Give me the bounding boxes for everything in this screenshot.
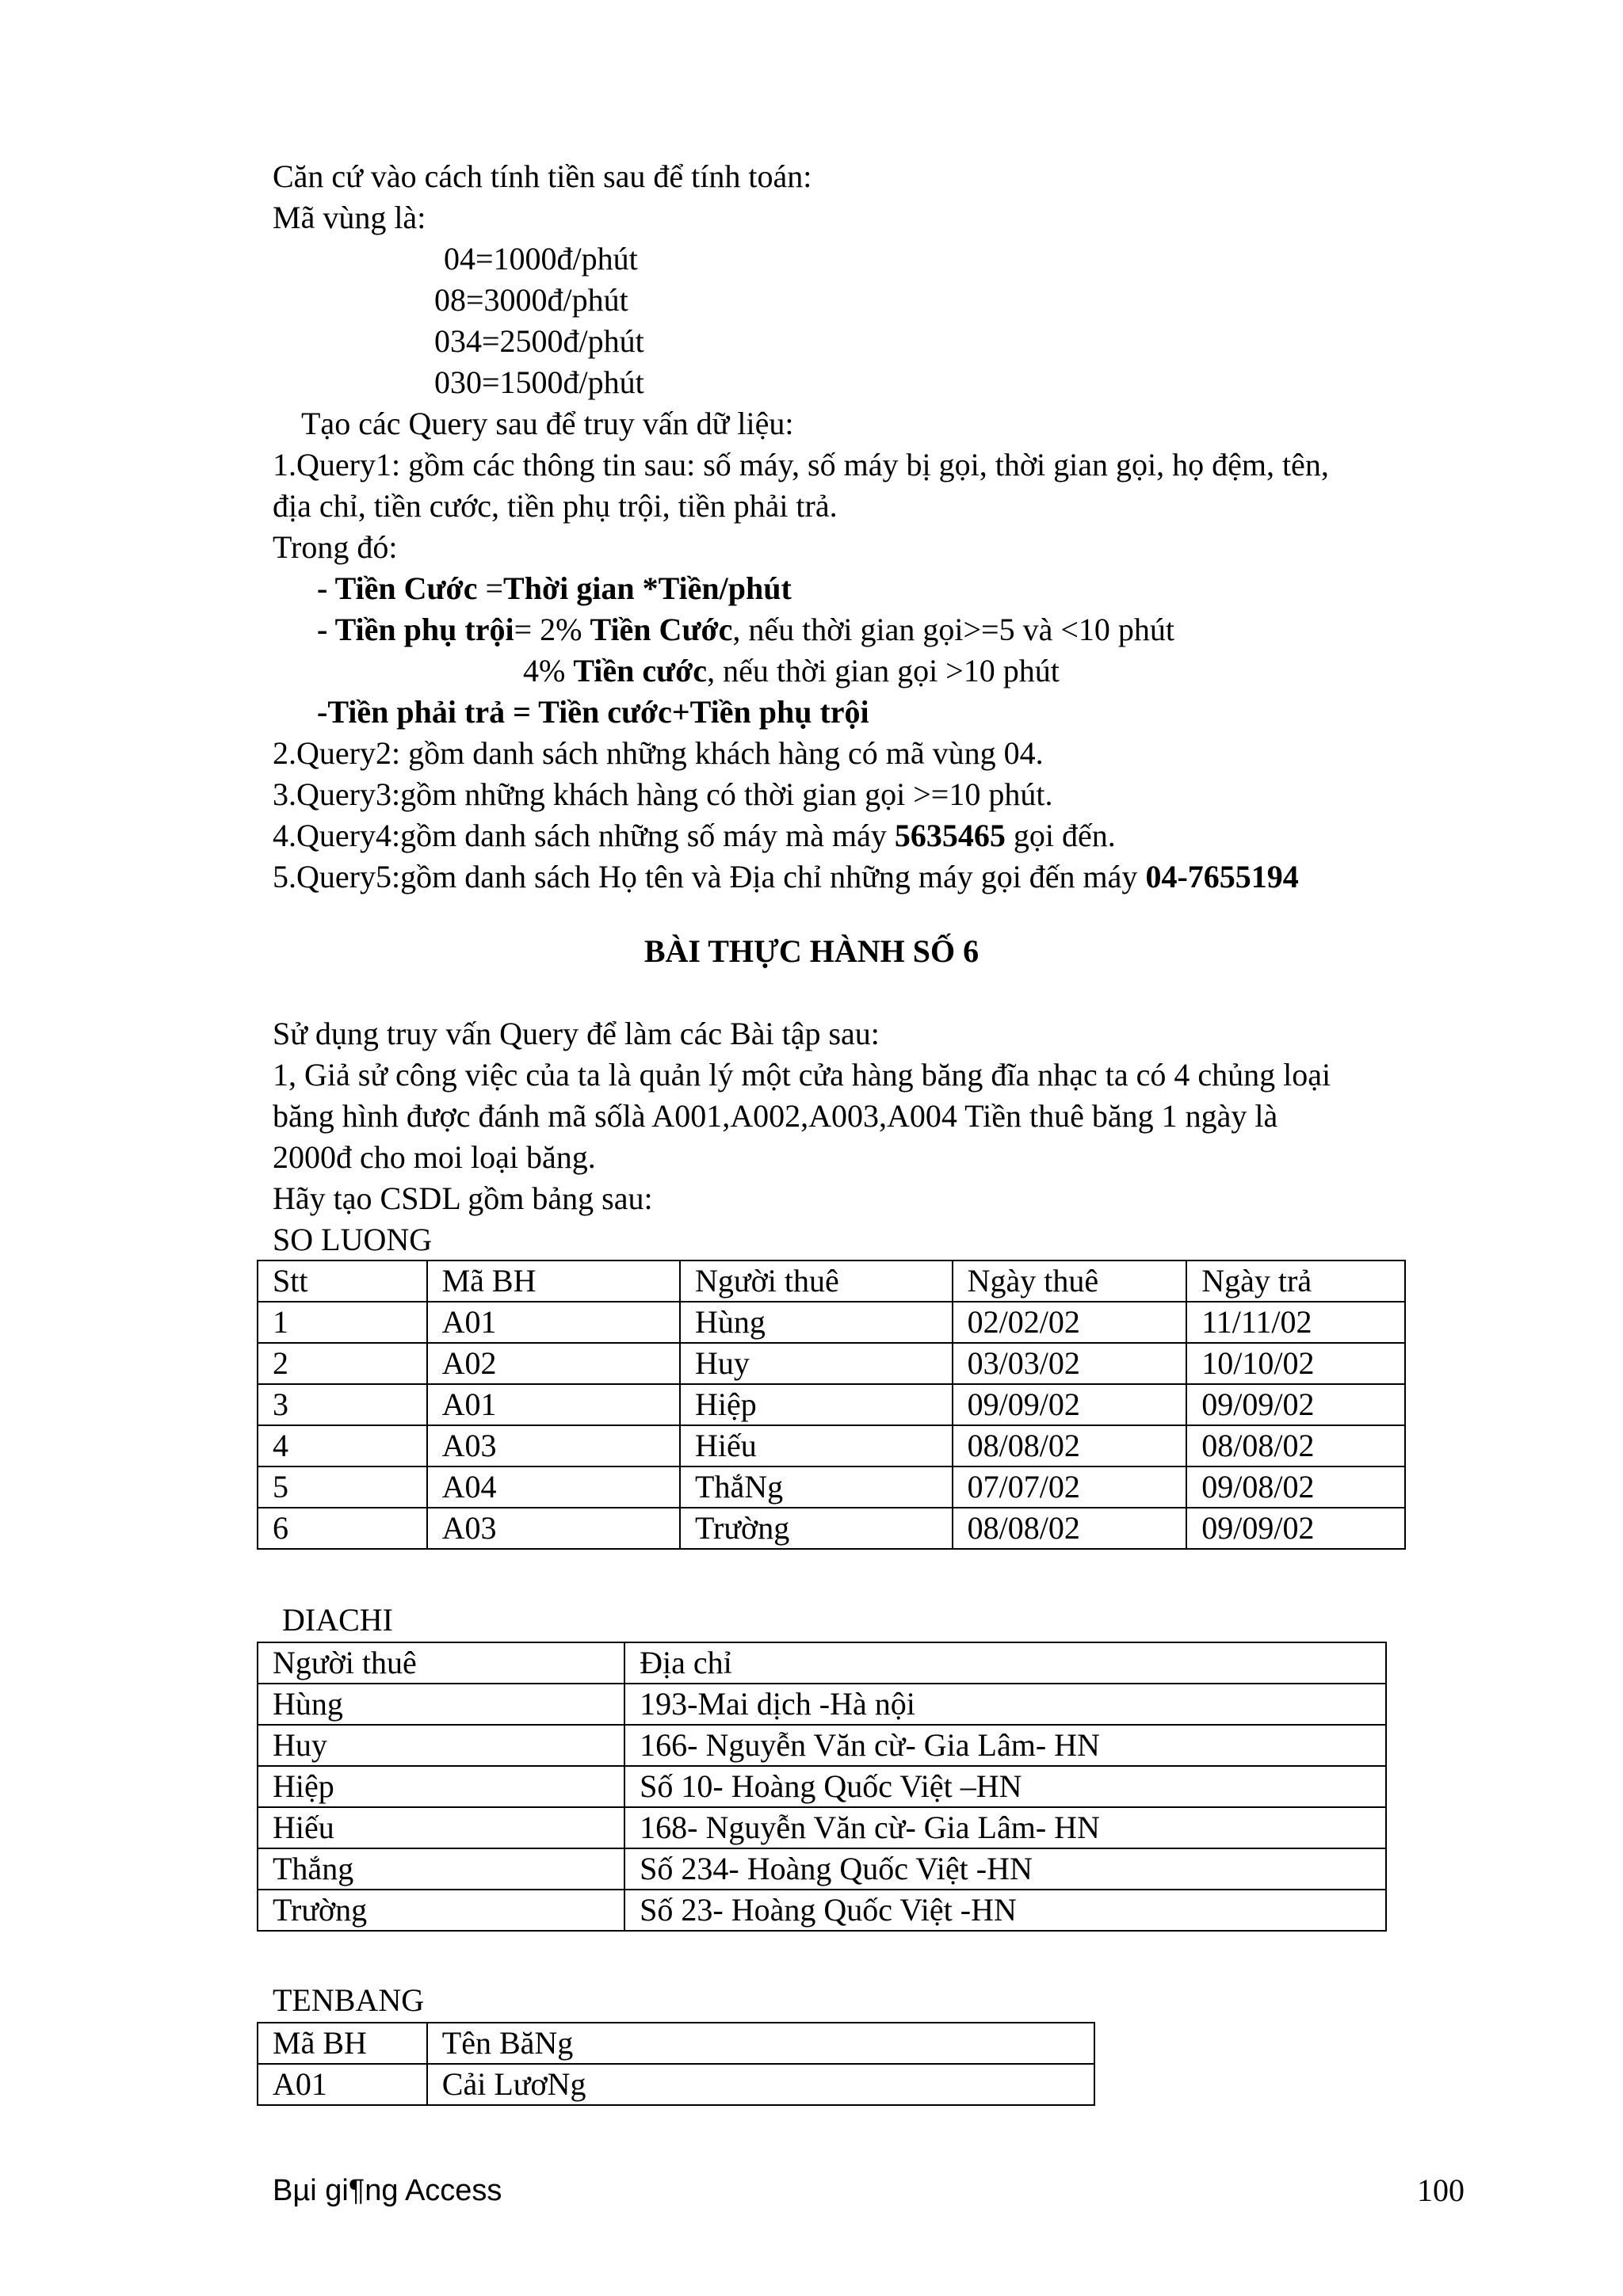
table-cell: 3 <box>258 1384 427 1425</box>
table-cell: Hiệp <box>680 1384 953 1425</box>
table-cell: 166- Nguyễn Văn cừ- Gia Lâm- HN <box>624 1725 1386 1766</box>
formula-text: , nếu thời gian gọi >10 phút <box>707 653 1060 688</box>
table-row <box>258 1384 1405 1425</box>
exercise-line: 1, Giả sử công việc của ta là quản lý một cửa hàng băng đĩa nhạc ta có 4 chủng loại <box>273 1057 1331 1093</box>
table-cell: ThắNg <box>680 1466 953 1508</box>
table-tenbang <box>257 2022 1095 2106</box>
table-cell: 193-Mai dịch -Hà nội <box>624 1684 1386 1725</box>
table-cell: Trường <box>258 1890 624 1931</box>
query2-line: 2.Query2: gồm danh sách những khách hàng có mã vùng 04. <box>273 735 1044 771</box>
formula-term: - Tiền phụ trội <box>317 612 514 647</box>
column-header: Ngày thuê <box>953 1261 1187 1302</box>
table-cell: 1 <box>258 1302 427 1343</box>
table-cell: 03/03/02 <box>953 1343 1187 1384</box>
area-code-label: Mã vùng là: <box>273 200 426 235</box>
query1-line-cont: địa chỉ, tiền cước, tiền phụ trội, tiền phải trả. <box>273 488 838 524</box>
table-cell: Số 23- Hoàng Quốc Việt -HN <box>624 1890 1386 1931</box>
table-cell: 09/08/02 <box>1186 1466 1405 1508</box>
rate-item: 030=1500đ/phút <box>434 364 644 400</box>
table-cell: 2 <box>258 1343 427 1384</box>
formula-text: 4% <box>523 653 574 688</box>
formula-term: Thời gian *Tiền/phút <box>503 570 792 606</box>
table-name-so-luong: SO LUONG <box>273 1222 433 1257</box>
exercise-line: 2000đ cho moi loại băng. <box>273 1139 596 1175</box>
table-cell: Huy <box>258 1725 624 1766</box>
table-cell: Hiếu <box>258 1807 624 1848</box>
table-cell: Cải LươNg <box>427 2064 1094 2105</box>
table-so-luong <box>257 1260 1406 1550</box>
formula-phu-troi-alt <box>523 651 1060 691</box>
query4-text: 4.Query4:gồm danh sách những số máy mà máy <box>273 818 895 853</box>
table-cell: 10/10/02 <box>1186 1343 1405 1384</box>
formula-phu-troi <box>317 610 1174 650</box>
table-row <box>258 1684 1386 1725</box>
table-row <box>258 1725 1386 1766</box>
table-cell: Hùng <box>680 1302 953 1343</box>
table-row <box>258 2064 1094 2105</box>
formula-text: , nếu thời gian gọi>=5 và <10 phút <box>732 612 1175 647</box>
table-row <box>258 1766 1386 1807</box>
table-cell: 08/08/02 <box>953 1508 1187 1549</box>
table-name-diachi: DIACHI <box>282 1602 393 1638</box>
table-cell: Huy <box>680 1343 953 1384</box>
column-header: Mã BH <box>427 1261 680 1302</box>
section-title: BÀI THỰC HÀNH SỐ 6 <box>643 933 980 969</box>
query4-line <box>273 816 1116 856</box>
table-cell: Hùng <box>258 1684 624 1725</box>
table-cell: 09/09/02 <box>1186 1384 1405 1425</box>
table-cell: 08/08/02 <box>1186 1425 1405 1466</box>
table-row <box>258 1848 1386 1890</box>
table-cell: 02/02/02 <box>953 1302 1187 1343</box>
table-cell: A03 <box>427 1508 680 1549</box>
table-cell: Thắng <box>258 1848 624 1890</box>
query5-text: 5.Query5:gồm danh sách Họ tên và Địa chỉ những máy gọi đến máy <box>273 859 1146 894</box>
exercise-line: băng hình được đánh mã sốlà A001,A002,A003,A004 Tiền thuê băng 1 ngày là <box>273 1098 1278 1134</box>
page-number: 100 <box>1417 2172 1465 2208</box>
table-cell: 11/11/02 <box>1186 1302 1405 1343</box>
formula-tien-cuoc <box>317 569 792 608</box>
table-row <box>258 1807 1386 1848</box>
column-header: Người thuê <box>258 1642 624 1684</box>
trong-do-label: Trong đó: <box>273 529 398 565</box>
table-row <box>258 1302 1405 1343</box>
table-cell: 6 <box>258 1508 427 1549</box>
table-name-tenbang: TENBANG <box>273 1982 425 2018</box>
footer-title: Bµi gi¶ng Access <box>273 2174 502 2207</box>
table-cell: A01 <box>427 1384 680 1425</box>
table-cell: 07/07/02 <box>953 1466 1187 1508</box>
table-cell: Trường <box>680 1508 953 1549</box>
table-cell: 09/09/02 <box>953 1384 1187 1425</box>
column-header: Stt <box>258 1261 427 1302</box>
query1-line: 1.Query1: gồm các thông tin sau: số máy, số máy bị gọi, thời gian gọi, họ đệm, tên, <box>273 447 1329 482</box>
table-cell: A02 <box>427 1343 680 1384</box>
table-row <box>258 1343 1405 1384</box>
table-row <box>258 1890 1386 1931</box>
rate-item: 08=3000đ/phút <box>434 282 628 318</box>
rate-item: 034=2500đ/phút <box>434 323 644 359</box>
formula-term: - Tiền Cước <box>317 570 486 606</box>
table-cell: Hiếu <box>680 1425 953 1466</box>
table-cell: 09/09/02 <box>1186 1508 1405 1549</box>
phone-number: 5635465 <box>894 818 1006 853</box>
table-cell: Số 234- Hoàng Quốc Việt -HN <box>624 1848 1386 1890</box>
table-cell: 4 <box>258 1425 427 1466</box>
table-cell: A03 <box>427 1425 680 1466</box>
table-row <box>258 1425 1405 1466</box>
create-queries-line: Tạo các Query sau để truy vấn dữ liệu: <box>301 406 794 441</box>
column-header: Tên BăNg <box>427 2023 1094 2064</box>
table-diachi <box>257 1642 1387 1932</box>
exercise-line: Sử dụng truy vấn Query để làm các Bài tập sau: <box>273 1016 880 1051</box>
table-row <box>258 1508 1405 1549</box>
table-cell: 5 <box>258 1466 427 1508</box>
query4-text: gọi đến. <box>1005 818 1116 853</box>
table-cell: 08/08/02 <box>953 1425 1187 1466</box>
table-cell: A01 <box>427 1302 680 1343</box>
formula-phai-tra: -Tiền phải trả = Tiền cước+Tiền phụ trội <box>317 694 869 730</box>
table-row <box>258 1466 1405 1508</box>
formula-op: = <box>485 570 504 606</box>
query5-line <box>273 857 1299 897</box>
column-header: Người thuê <box>680 1261 953 1302</box>
formula-term: Tiền Cước <box>590 612 733 647</box>
column-header: Ngày trả <box>1186 1261 1405 1302</box>
rate-item: 04=1000đ/phút <box>444 241 638 277</box>
phone-number: 04-7655194 <box>1145 859 1299 894</box>
formula-text: = 2% <box>514 612 590 647</box>
table-cell: Hiệp <box>258 1766 624 1807</box>
table-header-row <box>258 1642 1386 1684</box>
column-header: Địa chỉ <box>624 1642 1386 1684</box>
table-header-row <box>258 2023 1094 2064</box>
table-cell: Số 10- Hoàng Quốc Việt –HN <box>624 1766 1386 1807</box>
table-cell: A04 <box>427 1466 680 1508</box>
intro-line: Căn cứ vào cách tính tiền sau để tính toán: <box>273 158 812 194</box>
table-cell: A01 <box>258 2064 427 2105</box>
table-cell: 168- Nguyễn Văn cừ- Gia Lâm- HN <box>624 1807 1386 1848</box>
formula-term: Tiền cước <box>573 653 708 688</box>
column-header: Mã BH <box>258 2023 427 2064</box>
query3-line: 3.Query3:gồm những khách hàng có thời gian gọi >=10 phút. <box>273 776 1053 812</box>
exercise-line: Hãy tạo CSDL gồm bảng sau: <box>273 1180 653 1216</box>
table-header-row <box>258 1261 1405 1302</box>
